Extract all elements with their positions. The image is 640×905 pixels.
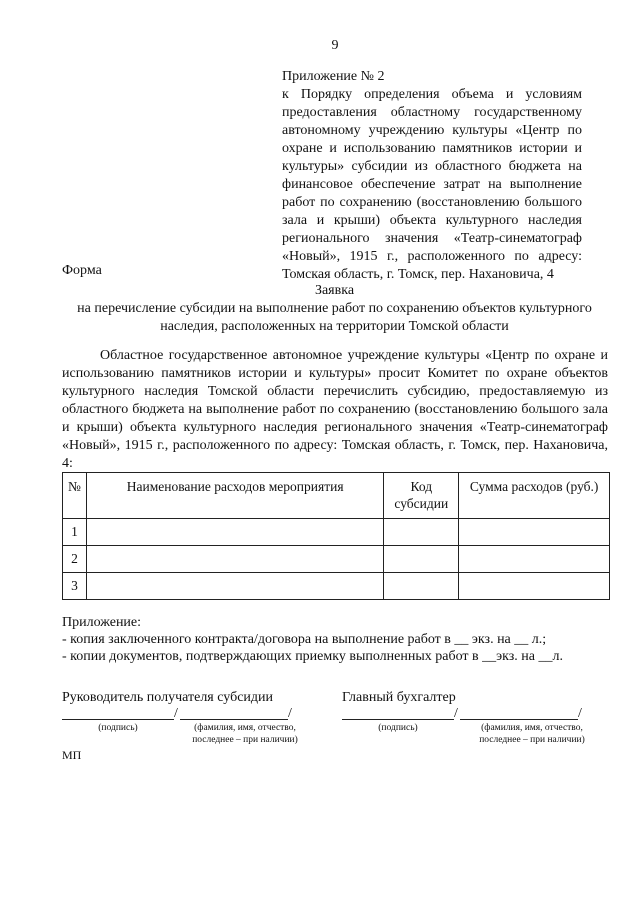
row-expense-name <box>86 546 383 573</box>
document-heading <box>62 282 607 336</box>
head-name-line <box>180 719 288 720</box>
page-number: 9 <box>331 38 339 53</box>
header-subsidy-code: Код субсидии <box>384 473 459 519</box>
table-row <box>63 519 610 546</box>
stamp-label: МП <box>62 748 82 762</box>
annex-block <box>282 68 582 284</box>
row-subsidy-code <box>384 519 459 546</box>
header-expense-sum: Сумма расходов (руб.) <box>459 473 610 519</box>
accountant-sign-separator: / <box>454 706 458 721</box>
head-sign-separator: / <box>174 706 178 721</box>
accountant-name-line <box>460 719 578 720</box>
accountant-name-separator: / <box>578 706 582 721</box>
table-row <box>63 573 610 600</box>
row-expense-sum <box>459 519 610 546</box>
head-name-caption-2: последнее – при наличии) <box>192 735 298 745</box>
row-subsidy-code <box>384 573 459 600</box>
row-expense-sum <box>459 573 610 600</box>
table-row <box>63 546 610 573</box>
accountant-sign-line <box>342 719 454 720</box>
annex-text: к Порядку определения объема и условиям предоставления областному государственному автономному учреждению культуры «Центр по охране и использованию памятников истории и культуры» субсидии из областного бюджета на финансовое обеспечение затрат на выполнение работ по сохранению (восстановлению большого зала и крыши) объекта культурного наследия регионального значения «Театр-синематограф «Новый», 1915 г., расположенного по адресу: Томская область, г. Томск, пер. Нахановича, 4 <box>282 87 582 282</box>
attachments-block <box>62 614 563 665</box>
form-label: Форма <box>62 263 102 278</box>
head-sign-caption: (подпись) <box>98 723 138 733</box>
table-header-row <box>63 473 610 519</box>
expenses-table <box>62 472 610 600</box>
heading-title: Заявка <box>314 283 355 298</box>
accountant-sign-caption: (подпись) <box>378 723 418 733</box>
attachment-item: - копии документов, подтверждающих приемку выполненных работ в __экз. на __л. <box>62 649 563 664</box>
accountant-signature-title: Главный бухгалтер <box>342 690 456 705</box>
row-expense-name <box>86 573 383 600</box>
accountant-name-caption-1: (фамилия, имя, отчество, <box>481 723 583 733</box>
attachments-title: Приложение: <box>62 615 142 630</box>
head-signature-title: Руководитель получателя субсидии <box>62 690 274 705</box>
row-subsidy-code <box>384 546 459 573</box>
row-number: 3 <box>63 573 87 600</box>
annex-title: Приложение № 2 <box>282 69 385 84</box>
attachment-item: - копия заключенного контракта/договора на выполнение работ в __ экз. на __ л.; <box>62 632 547 647</box>
head-sign-line <box>62 719 174 720</box>
row-number: 1 <box>63 519 87 546</box>
row-number: 2 <box>63 546 87 573</box>
row-expense-sum <box>459 546 610 573</box>
request-paragraph: Областное государственное автономное учреждение культуры «Центр по охране и использованию памятников истории и культуры» просит Комитет по охране объектов культурного наследия Томской области перечислить субсидию, предоставляемую из областного бюджета на выполнение работ по сохранению (восстановлению большого зала и крыши) объекта культурного наследия регионального значения «Театр-синематограф «Новый», 1915 г., расположенного по адресу: Томская область, г. Томск, пер. Нахановича, 4: <box>62 348 608 471</box>
head-name-caption-1: (фамилия, имя, отчество, <box>194 723 296 733</box>
header-number: № <box>63 473 87 519</box>
header-expense-name: Наименование расходов мероприятия <box>86 473 383 519</box>
heading-subtitle: на перечисление субсидии на выполнение работ по сохранению объектов культурного наследия, расположенных на территории Томской области <box>77 301 592 334</box>
row-expense-name <box>86 519 383 546</box>
head-name-separator: / <box>288 706 292 721</box>
accountant-name-caption-2: последнее – при наличии) <box>479 735 585 745</box>
